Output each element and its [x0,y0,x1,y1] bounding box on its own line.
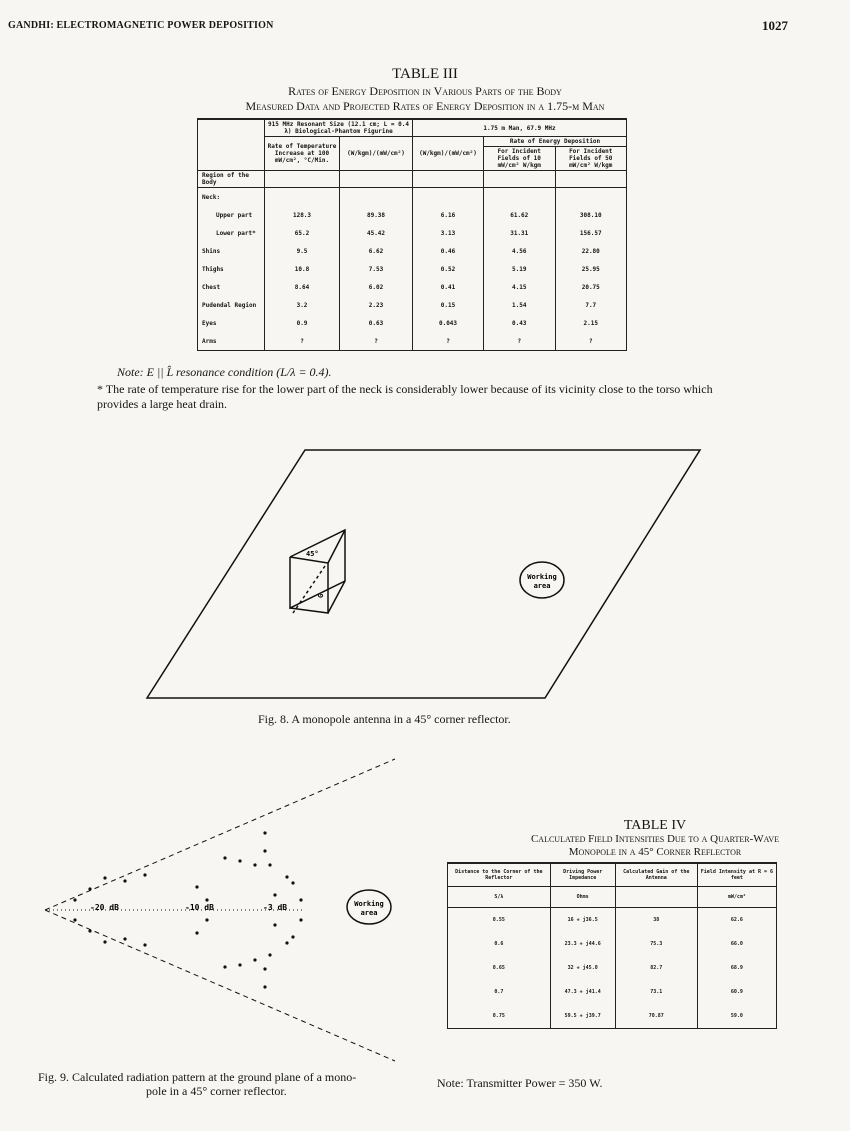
table3-col-sar2: (W/kgm)/(mW/cm²) [413,137,484,171]
table-row: Lower part* 65.2 45.42 3.13 31.31 156.57 [198,224,627,242]
table-row: 0.65 32 + j45.0 82.7 68.9 [448,956,777,980]
table4-col-field: Field Intensity at R = 6 feet [697,863,776,887]
reflector-lower [45,910,395,1061]
table3-col-50: For Incident Fields of 50 mW/cm² W/kgm [555,147,627,171]
table-row: 0.7 47.3 + j41.4 73.1 60.9 [448,980,777,1004]
table4-unit-field: mW/cm² [697,887,776,908]
table3-subtitle-2: Measured Data and Projected Rates of Energy Deposition in a 1.75-m Man [245,99,605,113]
table3-note: Note: E || L̂ resonance condition (L/λ = 0.4). [117,365,332,379]
table3-col-temp: Rate of Temperature Increase at 100 mW/cm², °C/Min. [265,137,340,171]
table4-col-distance: Distance to the Corner of the Reflector [448,863,551,887]
table-row: 0.75 59.5 + j39.7 70.87 59.0 [448,1004,777,1029]
working-area-label-1: Working [527,573,557,581]
figure-9-caption [38,1070,418,1098]
figure-8-diagram [145,448,705,704]
table-row: Neck: [198,188,627,207]
table3-group3-header: Rate of Energy Deposition [484,137,627,147]
figure-9-diagram [35,755,405,1065]
table3-title: TABLE III [392,66,458,82]
table3 [197,118,627,351]
table-row: 0.55 16 + j36.5 38 62.6 [448,908,777,933]
table3-group1-header: 915 MHz Resonant Size (12.1 cm; L = 0.4 λ) Biological-Phantom Figurine [265,119,413,137]
table-row: 0.6 23.3 + j44.6 75.3 66.0 [448,932,777,956]
page-number: 1027 [762,18,788,33]
table4-unit-impedance: Ohms [550,887,615,908]
table4-col-impedance: Driving Power Impedance [550,863,615,887]
figure-9-caption-line-2: pole in a 45° corner reflector. [146,1084,287,1098]
table4-note: Note: Transmitter Power = 350 W. [437,1076,603,1090]
table-row: Thighs 10.8 7.53 0.52 5.19 25.95 [198,260,627,278]
label-3db: -3 dB [263,903,288,912]
working-area-label-1: Working [354,900,384,908]
table4-subtitle-1: Calculated Field Intensities Due to a Quarter-Wave [530,833,780,845]
table4-title: TABLE IV [623,818,687,833]
table3-footnote: * The rate of temperature rise for the lower part of the neck is considerably lower because of its vicinity close to the torso which provides a large heat drain. [97,382,713,411]
ground-plane [147,450,700,698]
table-row: Shins 9.5 6.62 0.46 4.56 22.80 [198,242,627,260]
working-area-label-2: area [360,909,378,917]
label-10db: -10 dB [185,903,214,912]
table3-col-sar1: (W/kgm)/(mW/cm²) [340,137,413,171]
table4 [447,862,777,1029]
working-area-label-2: area [533,582,551,590]
table-row: Eyes 0.9 0.63 0.043 0.43 2.15 [198,314,627,332]
table3-col-10: For Incident Fields of 10 mW/cm² W/kgm [484,147,556,171]
table4-unit-distance: S/λ [448,887,551,908]
table-row: Chest 8.64 6.02 0.41 4.15 20.75 [198,278,627,296]
table-row: Arms ? ? ? ? ? [198,332,627,351]
table3-subtitle-1: Rates of Energy Deposition in Various Parts of the Body [288,84,562,98]
table4-col-gain: Calculated Gain of the Antenna [615,863,697,887]
antenna-label: G [317,593,325,598]
label-20db: -20 dB [90,903,119,912]
table4-unit-gain [615,887,697,908]
corner-reflector [290,530,345,613]
table-row: Pudendal Region 3.2 2.23 0.15 1.54 7.7 [198,296,627,314]
table4-subtitle-2: Monopole in a 45° Corner Reflector [568,846,742,858]
table-row: Upper part 128.3 89.38 6.16 61.62 308.10 [198,206,627,224]
figure-8-caption: Fig. 8. A monopole antenna in a 45° corner reflector. [258,712,511,726]
reflector-upper [45,759,395,910]
running-title: GANDHI: ELECTROMAGNETIC POWER DEPOSITION [8,20,274,31]
angle-label: 45° [306,550,319,558]
table3-col-region: Region of the Body [198,171,265,188]
table3-group2-header: 1.75 m Man, 67.9 MHz [413,119,627,137]
figure-9-caption-line-1: Fig. 9. Calculated radiation pattern at the ground plane of a mono- [38,1070,357,1084]
